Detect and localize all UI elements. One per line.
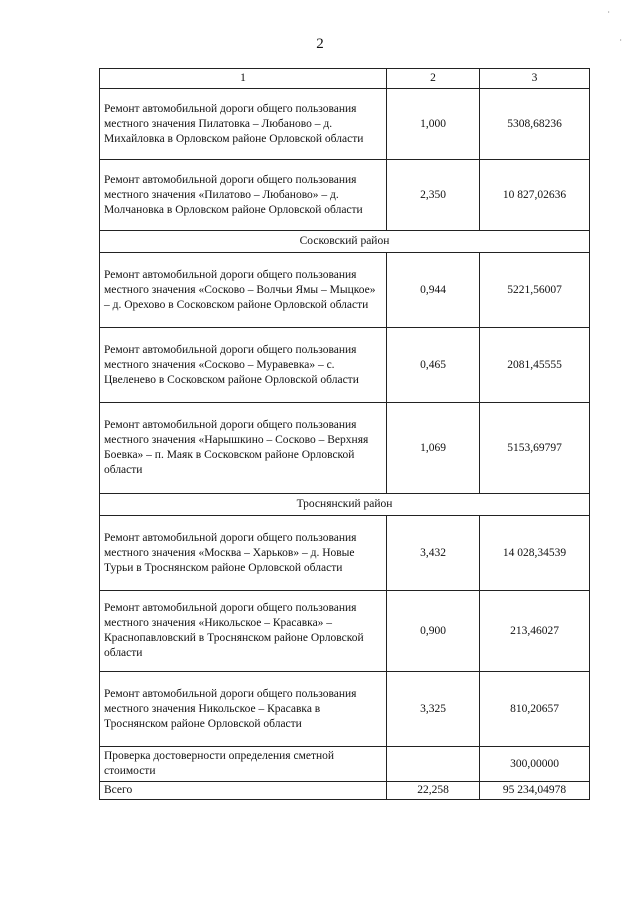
total-length: 22,258 <box>387 782 480 800</box>
district-section-row <box>100 494 590 516</box>
road-name-cell: Ремонт автомобильной дороги общего пользования местного значения «Пилатово – Любаново» – д. Молчановка в Орловском районе Орловской области <box>100 160 387 231</box>
cost-cell: 2081,45555 <box>480 328 590 403</box>
length-cell: 0,900 <box>387 591 480 672</box>
table-row <box>100 89 590 160</box>
road-name-cell: Ремонт автомобильной дороги общего пользования местного значения «Никольское – Красавка» – Краснопавловский в Троснянском районе Орловской области <box>100 591 387 672</box>
total-cost: 95 234,04978 <box>480 782 590 800</box>
cost-cell: 810,20657 <box>480 672 590 747</box>
page-number: 2 <box>316 36 324 52</box>
district-title: Сосковский район <box>100 231 590 253</box>
scan-mark: · <box>619 36 622 45</box>
length-cell: 2,350 <box>387 160 480 231</box>
cost-cell: 5153,69797 <box>480 403 590 494</box>
road-name-cell: Ремонт автомобильной дороги общего пользования местного значения «Сосково – Муравевка» – с. Цвеленево в Сосковском районе Орловской области <box>100 328 387 403</box>
length-cell: 0,944 <box>387 253 480 328</box>
road-name-cell: Ремонт автомобильной дороги общего пользования местного значения Пилатовка – Любаново – д. Михайловка в Орловском районе Орловской области <box>100 89 387 160</box>
table-row <box>100 672 590 747</box>
district-title: Троснянский район <box>100 494 590 516</box>
length-cell <box>387 747 480 782</box>
table-row <box>100 253 590 328</box>
column-header: 3 <box>480 69 590 89</box>
length-cell: 3,432 <box>387 516 480 591</box>
column-header: 1 <box>100 69 387 89</box>
table-row <box>100 747 590 782</box>
total-label: Всего <box>100 782 387 800</box>
table-row <box>100 160 590 231</box>
length-cell: 3,325 <box>387 672 480 747</box>
cost-cell: 5308,68236 <box>480 89 590 160</box>
roads-repair-table <box>99 68 590 800</box>
cost-cell: 10 827,02636 <box>480 160 590 231</box>
cost-cell: 14 028,34539 <box>480 516 590 591</box>
length-cell: 1,069 <box>387 403 480 494</box>
length-cell: 0,465 <box>387 328 480 403</box>
table-header-row <box>100 69 590 89</box>
cost-cell: 5221,56007 <box>480 253 590 328</box>
road-name-cell: Ремонт автомобильной дороги общего пользования местного значения «Сосково – Волчьи Ямы – Мыцкое» – д. Орехово в Сосковском районе Орловской области <box>100 253 387 328</box>
district-section-row <box>100 231 590 253</box>
cost-cell: 213,46027 <box>480 591 590 672</box>
cost-cell: 300,00000 <box>480 747 590 782</box>
road-name-cell: Проверка достоверности определения сметной стоимости <box>100 747 387 782</box>
column-header: 2 <box>387 69 480 89</box>
table-row <box>100 403 590 494</box>
road-name-cell: Ремонт автомобильной дороги общего пользования местного значения Никольское – Красавка в Троснянском районе Орловской области <box>100 672 387 747</box>
table-row <box>100 591 590 672</box>
road-name-cell: Ремонт автомобильной дороги общего пользования местного значения «Москва – Харьков» – д. Новые Турьи в Троснянском районе Орловской области <box>100 516 387 591</box>
total-row <box>100 782 590 800</box>
table-row <box>100 516 590 591</box>
length-cell: 1,000 <box>387 89 480 160</box>
scan-mark: · <box>607 8 610 17</box>
table-row <box>100 328 590 403</box>
road-name-cell: Ремонт автомобильной дороги общего пользования местного значения «Нарышкино – Сосково – Верхняя Боевка» – п. Маяк в Сосковском районе Орловской области <box>100 403 387 494</box>
